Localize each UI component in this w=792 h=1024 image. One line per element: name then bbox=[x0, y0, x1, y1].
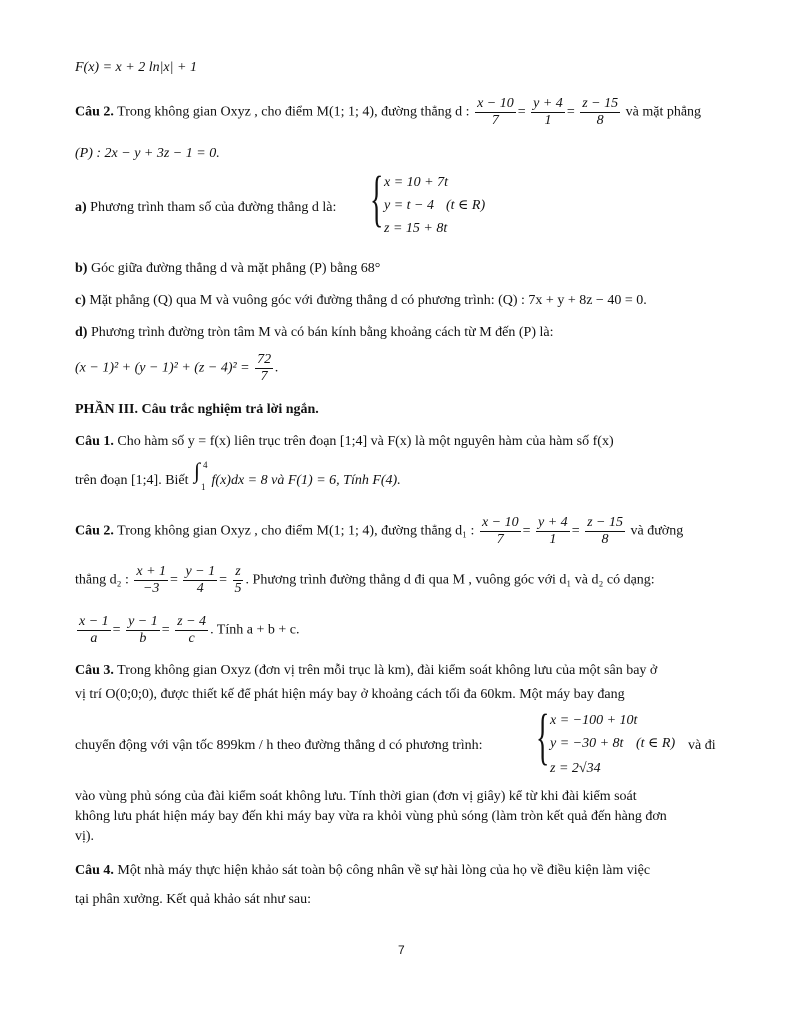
sys-line: z = 15 + 8t bbox=[384, 221, 448, 236]
p3q3-label: Câu 3. bbox=[75, 663, 114, 678]
sys-condition: (t ∈ R) bbox=[446, 198, 486, 213]
antiderivative-result: F(x) = x + 2 ln|x| + 1 bbox=[75, 60, 197, 75]
p3q2-l2a: thẳng d₂ : bbox=[75, 572, 129, 588]
p3q3-system bbox=[536, 703, 706, 778]
p3q2-l3b: . Tính a + b + c. bbox=[210, 622, 300, 638]
p3q2-frac: $\frac{x - 10}{7}$ bbox=[481, 515, 519, 547]
equation-fraction: $\frac{72}{7}$ bbox=[257, 352, 272, 384]
p3q2-frac: $\frac{z - 4}{c}$ bbox=[177, 614, 207, 646]
p3q3-text: Trong không gian Oxyz (đơn vị trên mỗi trục là km), đài kiểm soát không lưu của một sân bay ở bbox=[117, 663, 658, 678]
q2-a-label: a) bbox=[75, 200, 87, 215]
p3q3-line4: vào vùng phủ sóng của đài kiểm soát không lưu. Tính thời gian (đơn vị giây) kể từ khi đài kiểm soát bbox=[75, 789, 637, 804]
p3q1-text: Cho hàm số y = f(x) liên trục trên đoạn [1;4] và F(x) là một nguyên hàm của hàm số f(x) bbox=[117, 434, 614, 449]
p3q4-line1 bbox=[75, 862, 650, 880]
p3q1-line2 bbox=[75, 458, 401, 492]
q2-c-text: Mặt phẳng (Q) qua M và vuông góc với đường thẳng d có phương trình: (Q) : 7x + y + 8z − 40 = 0. bbox=[89, 293, 647, 308]
p3q1-text-a: trên đoạn [1;4]. Biết bbox=[75, 473, 189, 488]
p3q2-frac: $\frac{y + 4}{1}$ bbox=[538, 515, 568, 547]
p3q2-l2b: . Phương trình đường thẳng d đi qua M , vuông góc với d₁ và d₂ có dạng: bbox=[245, 572, 655, 588]
q2-a-text: Phương trình tham số của đường thẳng d là: bbox=[90, 200, 337, 215]
p3q2-line3: $\frac{x - 1}{a}$ = $\frac{y - 1}{b}$ = $\frac{z - 4}{c}$ . Tính a + b + c. bbox=[79, 614, 300, 646]
q2-d-text: Phương trình đường tròn tâm M và có bán kính bằng khoảng cách từ M đến (P) là: bbox=[90, 325, 554, 340]
p3q3-line5: không lưu phát hiện máy bay đến khi máy bay vừa ra khỏi vùng phủ sóng (làm tròn kết quả đến hàng đơn bbox=[75, 809, 667, 824]
equation-left: (x − 1)² + (y − 1)² + (z − 4)² = bbox=[75, 360, 250, 376]
p3q2-frac: $\frac{z}{5}$ bbox=[234, 564, 242, 596]
q2-text-a: Trong không gian Oxyz , cho điểm M(1; 1; 4), đường thẳng d : bbox=[117, 104, 470, 120]
q2-frac-y: $\frac{y + 4}{1}$ bbox=[533, 96, 563, 128]
q2-b-label: b) bbox=[75, 261, 88, 276]
p3q3-line1 bbox=[75, 662, 657, 680]
brace: { bbox=[370, 165, 384, 233]
p3q2-line2: thẳng d₂ : $\frac{x + 1}{-3}$ = $\frac{y - 1}{4}$ = $\frac{z}{5}$ . Phương trình đường thẳng d đi qua M , vuông góc với d₁ và d₂ có dạng: bbox=[75, 564, 655, 596]
p3q4-label: Câu 4. bbox=[75, 863, 114, 878]
p3q2-label: Câu 2. bbox=[75, 523, 114, 539]
sys-line: y = t − 4 bbox=[384, 198, 434, 213]
q2-item-d bbox=[75, 324, 554, 342]
q2-text-b: và mặt phẳng bbox=[625, 104, 702, 120]
sys-line: x = −100 + 10t bbox=[550, 713, 638, 728]
p3q1-text-b: f(x)dx = 8 và F(1) = 6, Tính F(4). bbox=[211, 473, 401, 488]
sys-line: y = −30 + 8t bbox=[550, 736, 624, 751]
p3q2-frac: $\frac{y - 1}{4}$ bbox=[185, 564, 216, 596]
q2-label: Câu 2. bbox=[75, 104, 114, 120]
part3-title: PHẦN III. Câu trắc nghiệm trả lời ngắn. bbox=[75, 402, 319, 417]
q2-d-label: d) bbox=[75, 325, 88, 340]
q2-frac-x: $\frac{x - 10}{7}$ bbox=[477, 96, 514, 128]
q2-a-system bbox=[370, 165, 510, 238]
p3q2-text-b: và đường bbox=[630, 523, 684, 539]
q2-frac-z: $\frac{z - 15}{8}$ bbox=[582, 96, 619, 128]
p3q2-text-a: Trong không gian Oxyz , cho điểm M(1; 1; 4), đường thẳng d₁ : bbox=[117, 523, 475, 539]
page-number: 7 bbox=[398, 943, 405, 957]
q2-item-b bbox=[75, 260, 380, 278]
p3q4-line2: tại phân xưởng. Kết quả khảo sát như sau: bbox=[75, 892, 312, 907]
q2-statement: Câu 2. Trong không gian Oxyz , cho điểm M(1; 1; 4), đường thẳng d : $\frac{x - 10}{7}$ = $\frac{y + 4}{1}$ = $\frac{z - 15}{8}$ và mặt phẳng bbox=[75, 96, 702, 128]
p3q4-text: Một nhà máy thực hiện khảo sát toàn bộ công nhân về sự hài lòng của họ về điều kiện làm việc bbox=[117, 863, 651, 878]
q2-plane: (P) : 2x − y + 3z − 1 = 0. bbox=[75, 146, 220, 161]
brace: { bbox=[536, 703, 550, 771]
q2-c-label: c) bbox=[75, 293, 86, 308]
sys-line: x = 10 + 7t bbox=[384, 175, 448, 190]
q2-item-a bbox=[75, 199, 336, 217]
p3q3-line3: chuyển động với vận tốc 899km / h theo đường thẳng d có phương trình: bbox=[75, 738, 483, 753]
p3q3-line2: vị trí O(0;0;0), được thiết kế để phát hiện máy bay ở khoảng cách tối đa 60km. Một máy bay đang bbox=[75, 687, 625, 702]
q2-b-text: Góc giữa đường thẳng d và mặt phẳng (P) bằng 68° bbox=[90, 261, 381, 276]
sys-condition: (t ∈ R) bbox=[636, 736, 676, 751]
sys-line: z = 2√34 bbox=[550, 761, 601, 776]
p3q2-frac: $\frac{y - 1}{b}$ bbox=[128, 614, 158, 646]
p3q1-label: Câu 1. bbox=[75, 434, 114, 449]
q2-item-c bbox=[75, 292, 647, 310]
p3q2-line1: Câu 2. Trong không gian Oxyz , cho điểm M(1; 1; 4), đường thẳng d₁ : $\frac{x - 10}{7}$ = $\frac{y + 4}{1}$ = $\frac{z - 15}{8}$ và đường bbox=[75, 515, 684, 547]
p3q3-line3-end: và đi bbox=[688, 738, 716, 753]
p3q3-line6: vị). bbox=[75, 829, 95, 844]
p3q2-frac: $\frac{x - 1}{a}$ bbox=[79, 614, 109, 646]
p3q2-frac: $\frac{x + 1}{-3}$ bbox=[136, 564, 167, 596]
integral-sign: ∫ 4 1 bbox=[194, 458, 208, 492]
p3q2-frac: $\frac{z - 15}{8}$ bbox=[587, 515, 623, 547]
q2-d-equation: (x − 1)² + (y − 1)² + (z − 4)² = $\frac{72}{7}$ . bbox=[75, 352, 279, 384]
p3q1-line1 bbox=[75, 433, 614, 451]
